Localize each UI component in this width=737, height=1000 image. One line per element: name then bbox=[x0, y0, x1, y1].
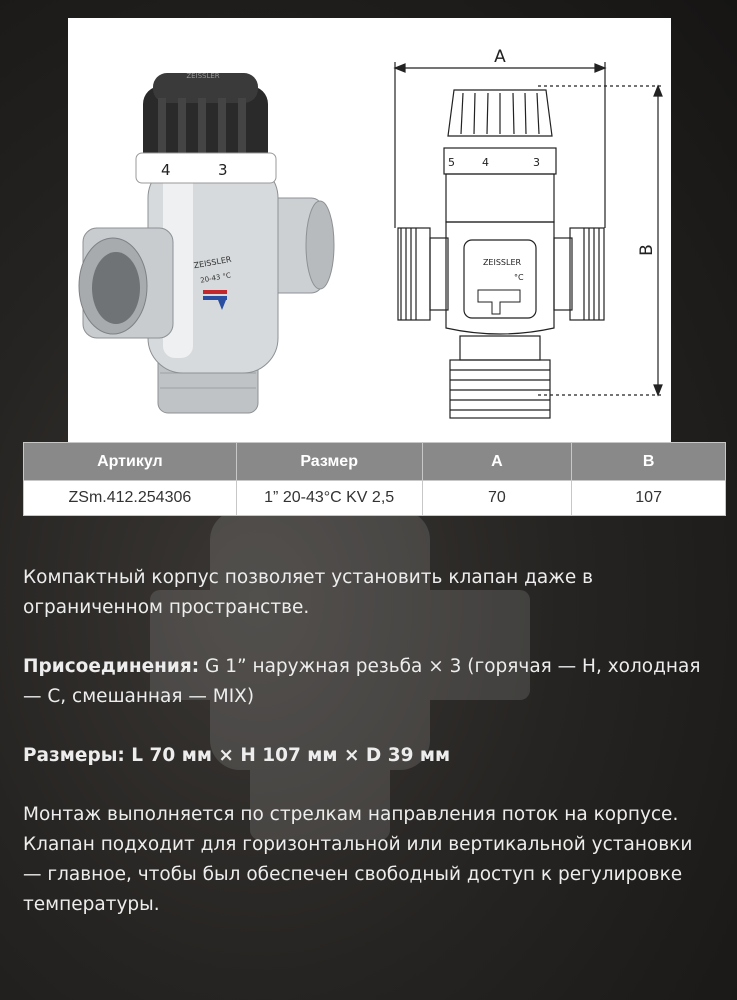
column-header-size: Размер bbox=[236, 443, 422, 481]
connections-label: Присоединения: bbox=[23, 656, 200, 677]
paragraph-text: Компактный корпус позволяет установить клапан даже в ограниченном пространстве. bbox=[23, 567, 594, 618]
drawing-unit-text: °C bbox=[514, 273, 524, 282]
connections-text: G 1” наружная резьба × 3 (горячая — H, холодная — C, смешанная — MIX) bbox=[23, 656, 701, 707]
product-figure bbox=[68, 18, 671, 442]
table-row bbox=[24, 481, 726, 516]
cell-size: 1” 20-43°C KV 2,5 bbox=[236, 481, 422, 516]
column-header-a: A bbox=[422, 443, 572, 481]
product-description bbox=[23, 563, 713, 949]
photo-scale-number: 3 bbox=[218, 161, 228, 179]
drawing-scale-number: 3 bbox=[533, 156, 540, 169]
cell-article: ZSm.412.254306 bbox=[24, 481, 237, 516]
drawing-scale-number: 5 bbox=[448, 156, 455, 169]
dimension-b-label: B bbox=[637, 244, 657, 256]
dimensions-label: Размеры: bbox=[23, 745, 125, 766]
paragraph-dimensions bbox=[23, 741, 713, 771]
cell-a: 70 bbox=[422, 481, 572, 516]
dimensions-text: L 70 мм × H 107 мм × D 39 мм bbox=[124, 745, 451, 766]
drawing-scale-number: 4 bbox=[482, 156, 489, 169]
photo-brand-text: ZEISSLER bbox=[193, 254, 233, 271]
paragraph-installation bbox=[23, 800, 713, 920]
spec-table bbox=[23, 442, 726, 516]
photo-scale-number: 4 bbox=[161, 161, 171, 179]
technical-drawing bbox=[395, 62, 664, 418]
paragraph-compact-body bbox=[23, 563, 713, 623]
photo-cap-text: ZEISSLER bbox=[186, 72, 220, 80]
dimension-a-label: A bbox=[494, 47, 506, 67]
photo-range-text: 20-43 °C bbox=[199, 271, 232, 285]
column-header-article: Артикул bbox=[24, 443, 237, 481]
orientation-text: Клапан подходит для горизонтальной или вертикальной установки — главное, чтобы был обеспечен свободный доступ к регулировке температуры. bbox=[23, 834, 693, 915]
cell-b: 107 bbox=[572, 481, 726, 516]
column-header-b: B bbox=[572, 443, 726, 481]
valve-photo bbox=[79, 72, 334, 413]
installation-text: Монтаж выполняется по стрелкам направления поток на корпусе. bbox=[23, 804, 679, 825]
drawing-labels bbox=[448, 47, 657, 282]
table-header-row bbox=[24, 443, 726, 481]
paragraph-connections bbox=[23, 652, 713, 712]
drawing-brand-text: ZEISSLER bbox=[482, 258, 522, 267]
